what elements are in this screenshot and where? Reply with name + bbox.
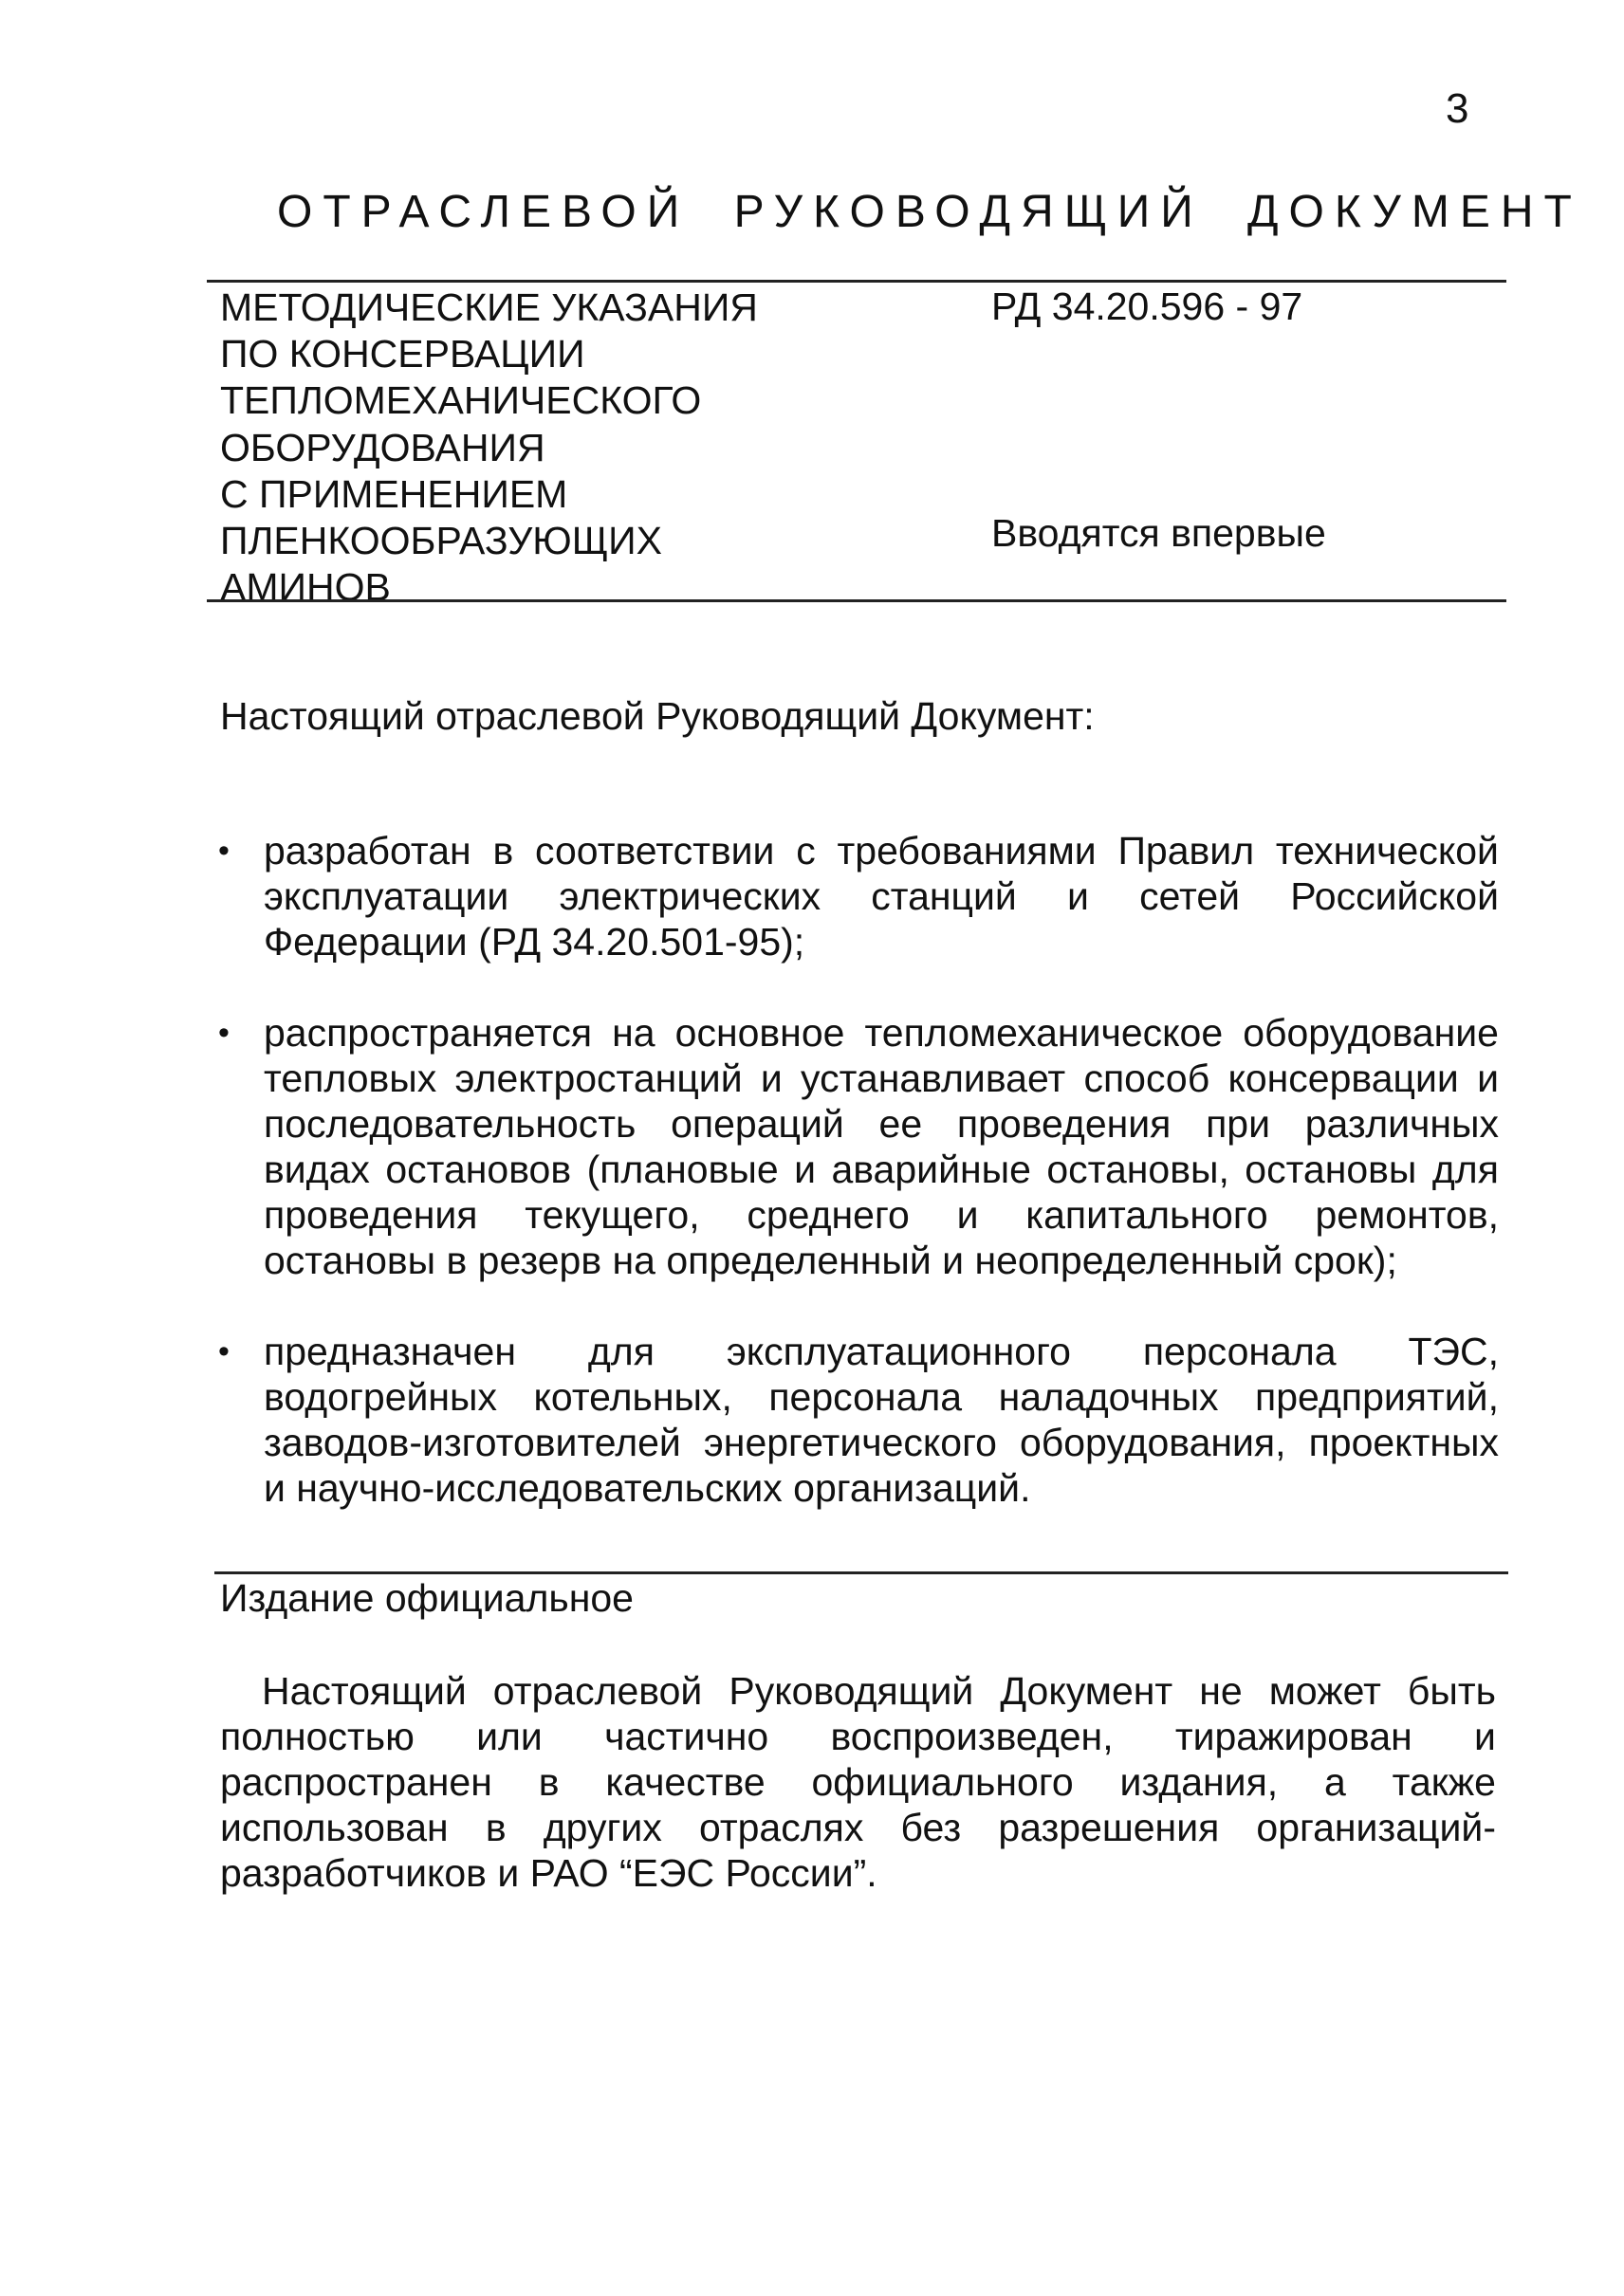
text-line: Настоящий отраслевой Руководящий Документ не может быть (262, 1669, 1496, 1713)
bullet-list (214, 828, 1499, 1556)
title-line: ПЛЕНКООБРАЗУЮЩИХ (220, 519, 662, 563)
title-line: ТЕПЛОМЕХАНИЧЕСКОГО (220, 378, 702, 423)
bullet-icon: • (218, 833, 230, 869)
title-line: МЕТОДИЧЕСКИЕ УКАЗАНИЯ (220, 285, 758, 329)
edition-rule (214, 1571, 1508, 1574)
text-line: Федерации (РД 34.20.501-95); (264, 920, 805, 964)
text-line: тепловых электростанций и устанавливает способ консервации и (264, 1056, 1499, 1100)
title-line: С ПРИМЕНЕНИЕМ (220, 471, 568, 516)
introduction-status: Вводятся впервые (991, 511, 1326, 555)
header-bottom-rule (207, 599, 1506, 602)
page-number: 3 (1446, 85, 1469, 132)
text-line: остановы в резерв на определенный и неопределенный срок); (264, 1239, 1397, 1282)
text-line: предназначен для эксплуатационного персонала ТЭС, (264, 1330, 1499, 1373)
document-title (220, 285, 758, 611)
document-code: РД 34.20.596 - 97 (991, 285, 1303, 328)
intro-paragraph: Настоящий отраслевой Руководящий Документ: (220, 694, 1095, 738)
text-line: заводов-изготовителей энергетического оборудования, проектных (264, 1421, 1499, 1464)
bullet-icon: • (218, 1333, 230, 1369)
title-line: ОБОРУДОВАНИЯ (220, 425, 545, 469)
text-line: эксплуатации электрических станций и сетей Российской (264, 874, 1499, 918)
text-line: распространяется на основное тепломеханическое оборудование (264, 1011, 1499, 1055)
text-line: видах остановов (плановые и аварийные остановы, остановы для (264, 1148, 1499, 1191)
list-item (214, 1329, 1499, 1511)
title-line: ПО КОНСЕРВАЦИИ (220, 332, 585, 377)
bullet-icon: • (218, 1015, 230, 1051)
list-item (214, 1010, 1499, 1283)
text-line: использован в других отраслях без разрешения организаций- (220, 1806, 1496, 1849)
text-line: полностью или частично воспроизведен, тиражирован и (220, 1715, 1496, 1758)
text-line: разработан в соответствии с требованиями Правил технической (264, 829, 1499, 872)
list-item (214, 828, 1499, 964)
text-line: проведения текущего, среднего и капитального ремонтов, (264, 1193, 1499, 1237)
text-line: водогрейных котельных, персонала наладочных предприятий, (264, 1375, 1499, 1419)
text-line: разработчиков и РАО “ЕЭС России”. (220, 1851, 877, 1895)
document-category-title: ОТРАСЛЕВОЙ РУКОВОДЯЩИЙ ДОКУМЕНТ (277, 187, 1582, 237)
title-line: АМИНОВ (220, 565, 391, 610)
copyright-notice (220, 1668, 1496, 1896)
text-line: распространен в качестве официального издания, а также (220, 1760, 1496, 1804)
edition-label: Издание официальное (220, 1576, 634, 1620)
text-line: последовательность операций ее проведения при различных (264, 1102, 1499, 1146)
header-top-rule (207, 280, 1506, 283)
text-line: и научно-исследовательских организаций. (264, 1466, 1031, 1510)
